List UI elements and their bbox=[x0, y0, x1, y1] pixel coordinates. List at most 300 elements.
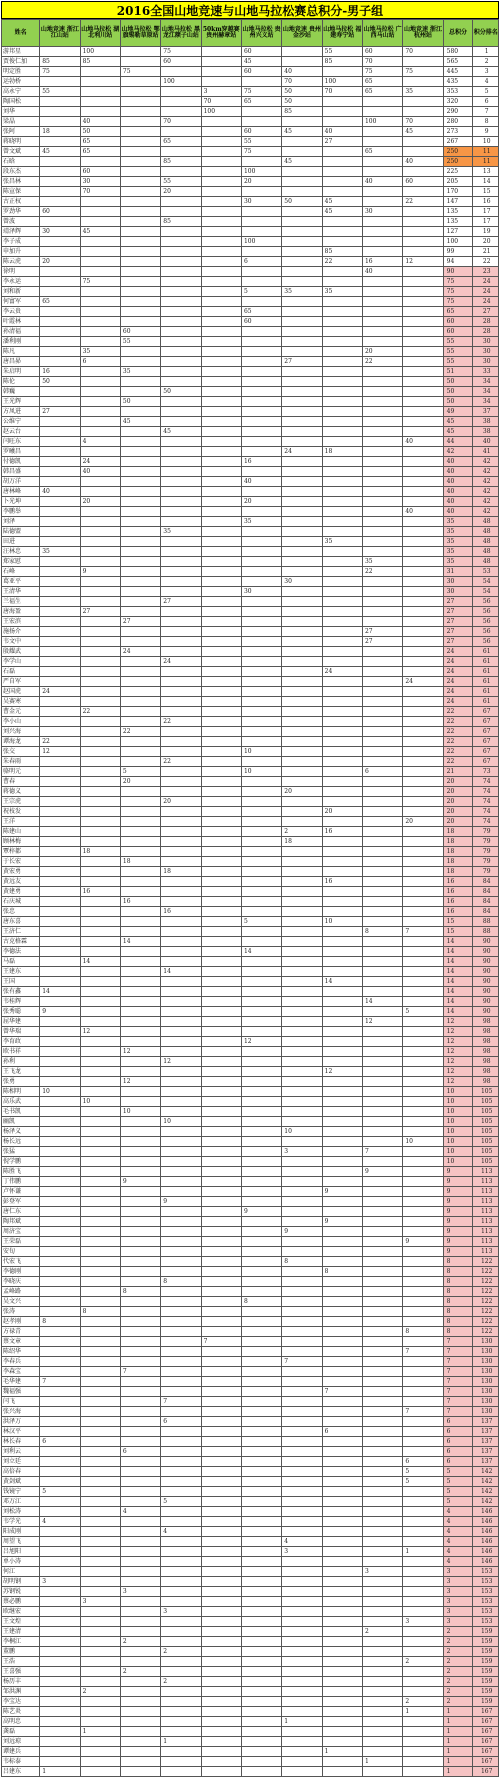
stage-score bbox=[201, 957, 241, 967]
table-row bbox=[2, 917, 499, 927]
stage-score bbox=[282, 1017, 322, 1027]
rank: 130 bbox=[473, 1407, 499, 1417]
stage-score bbox=[362, 1227, 402, 1237]
total-score: 8 bbox=[443, 1287, 473, 1297]
stage-score bbox=[241, 1517, 281, 1527]
stage-score: 50 bbox=[120, 397, 160, 407]
stage-score bbox=[403, 187, 443, 197]
stage-score bbox=[40, 327, 80, 337]
stage-score bbox=[282, 237, 322, 247]
total-score: 50 bbox=[443, 387, 473, 397]
stage-score bbox=[201, 337, 241, 347]
stage-score bbox=[282, 397, 322, 407]
stage-score: 7 bbox=[282, 1357, 322, 1367]
rank: 122 bbox=[473, 1297, 499, 1307]
rank: 146 bbox=[473, 1507, 499, 1517]
stage-score bbox=[282, 567, 322, 577]
athlete-name: 安旬 bbox=[2, 1247, 40, 1257]
stage-score bbox=[40, 727, 80, 737]
stage-score bbox=[282, 797, 322, 807]
stage-score bbox=[362, 1367, 402, 1377]
stage-score bbox=[282, 1117, 322, 1127]
stage-score bbox=[80, 777, 120, 787]
rank: 7 bbox=[473, 107, 499, 117]
stage-score: 100 bbox=[80, 47, 120, 57]
stage-score bbox=[282, 1587, 322, 1597]
stage-score bbox=[80, 1037, 120, 1047]
stage-score bbox=[161, 237, 201, 247]
stage-score bbox=[80, 1017, 120, 1027]
stage-score: 1 bbox=[161, 1737, 201, 1747]
stage-score: 16 bbox=[80, 887, 120, 897]
athlete-name: 陈胜飞 bbox=[2, 1167, 40, 1177]
stage-score bbox=[201, 1327, 241, 1337]
athlete-name: 闫旺东 bbox=[2, 437, 40, 447]
stage-score: 5 bbox=[403, 1467, 443, 1477]
stage-score bbox=[322, 217, 362, 227]
table-row bbox=[2, 1427, 499, 1437]
athlete-name: 董鹏 bbox=[2, 1647, 40, 1657]
stage-score bbox=[403, 1017, 443, 1027]
athlete-name: 杨泽义 bbox=[2, 1127, 40, 1137]
stage-score bbox=[362, 1587, 402, 1597]
stage-score bbox=[403, 867, 443, 877]
stage-score bbox=[161, 487, 201, 497]
total-score: 8 bbox=[443, 1327, 473, 1337]
stage-score bbox=[322, 1707, 362, 1717]
stage-score bbox=[403, 167, 443, 177]
stage-score bbox=[161, 1107, 201, 1117]
stage-score bbox=[80, 367, 120, 377]
stage-score bbox=[161, 1357, 201, 1367]
stage-score bbox=[282, 297, 322, 307]
stage-score bbox=[161, 1437, 201, 1447]
table-row bbox=[2, 1057, 499, 1067]
stage-score bbox=[362, 1507, 402, 1517]
stage-score bbox=[120, 1427, 160, 1437]
stage-score bbox=[201, 587, 241, 597]
stage-score bbox=[403, 857, 443, 867]
total-score: 147 bbox=[443, 197, 473, 207]
stage-score: 7 bbox=[403, 1347, 443, 1357]
stage-score bbox=[80, 1457, 120, 1467]
stage-score bbox=[362, 1697, 402, 1707]
stage-score bbox=[120, 1237, 160, 1247]
stage-score bbox=[201, 487, 241, 497]
stage-score bbox=[40, 97, 80, 107]
stage-score bbox=[362, 527, 402, 537]
stage-score bbox=[403, 347, 443, 357]
table-row bbox=[2, 1217, 499, 1227]
stage-score bbox=[362, 247, 402, 257]
athlete-name: 刘泽 bbox=[2, 517, 40, 527]
stage-score bbox=[322, 817, 362, 827]
stage-score bbox=[40, 1497, 80, 1507]
athlete-name: 顾林梅 bbox=[2, 837, 40, 847]
stage-score bbox=[80, 1327, 120, 1337]
stage-score bbox=[40, 277, 80, 287]
stage-score bbox=[241, 1557, 281, 1567]
stage-score bbox=[40, 467, 80, 477]
athlete-name: 刘立廷 bbox=[2, 1457, 40, 1467]
rank: 28 bbox=[473, 327, 499, 337]
stage-score bbox=[403, 1127, 443, 1137]
total-score: 280 bbox=[443, 117, 473, 127]
stage-score bbox=[282, 1407, 322, 1417]
rank: 90 bbox=[473, 937, 499, 947]
stage-score bbox=[161, 1157, 201, 1167]
stage-score bbox=[241, 707, 281, 717]
stage-score bbox=[201, 1147, 241, 1157]
table-row bbox=[2, 1507, 499, 1517]
stage-score bbox=[403, 1487, 443, 1497]
athlete-name: 李子成 bbox=[2, 237, 40, 247]
stage-score bbox=[161, 1077, 201, 1087]
total-score: 12 bbox=[443, 1077, 473, 1087]
rank: 23 bbox=[473, 267, 499, 277]
stage-score bbox=[80, 1217, 120, 1227]
stage-score bbox=[403, 537, 443, 547]
table-row bbox=[2, 1247, 499, 1257]
rank: 137 bbox=[473, 1427, 499, 1437]
stage-score: 22 bbox=[120, 727, 160, 737]
stage-score: 35 bbox=[80, 347, 120, 357]
stage-score: 9 bbox=[322, 1187, 362, 1197]
stage-score bbox=[120, 287, 160, 297]
stage-score bbox=[282, 897, 322, 907]
stage-score bbox=[201, 1267, 241, 1277]
stage-score bbox=[40, 507, 80, 517]
stage-score bbox=[241, 367, 281, 377]
athlete-name: 曹金元 bbox=[2, 707, 40, 717]
stage-score bbox=[120, 1697, 160, 1707]
stage-score bbox=[282, 977, 322, 987]
stage-score bbox=[40, 867, 80, 877]
stage-score bbox=[161, 847, 201, 857]
athlete-name: 幽凯 bbox=[2, 1117, 40, 1127]
stage-score: 24 bbox=[161, 657, 201, 667]
stage-score bbox=[161, 317, 201, 327]
stage-score bbox=[282, 1247, 322, 1257]
stage-score bbox=[322, 1447, 362, 1457]
athlete-name: 龚磊 bbox=[2, 1727, 40, 1737]
stage-score bbox=[161, 207, 201, 217]
stage-score bbox=[40, 1217, 80, 1227]
rank: 22 bbox=[473, 257, 499, 267]
athlete-name: 闫飞 bbox=[2, 1397, 40, 1407]
rank: 74 bbox=[473, 777, 499, 787]
rank: 48 bbox=[473, 547, 499, 557]
stage-score: 12 bbox=[161, 1057, 201, 1067]
rank: 90 bbox=[473, 977, 499, 987]
stage-score bbox=[322, 1417, 362, 1427]
table-row bbox=[2, 1707, 499, 1717]
stage-score bbox=[80, 1057, 120, 1067]
athlete-name: 方禄青 bbox=[2, 1327, 40, 1337]
table-row bbox=[2, 1207, 499, 1217]
stage-score bbox=[201, 1647, 241, 1657]
stage-score: 27 bbox=[322, 137, 362, 147]
stage-score bbox=[201, 1747, 241, 1757]
stage-score bbox=[40, 517, 80, 527]
rank: 146 bbox=[473, 1537, 499, 1547]
stage-score: 85 bbox=[322, 247, 362, 257]
stage-score bbox=[282, 747, 322, 757]
stage-score bbox=[120, 737, 160, 747]
total-score: 40 bbox=[443, 487, 473, 497]
rank: 88 bbox=[473, 927, 499, 937]
table-row bbox=[2, 387, 499, 397]
stage-score bbox=[403, 57, 443, 67]
stage-score: 6 bbox=[120, 1447, 160, 1457]
rank: 67 bbox=[473, 717, 499, 727]
stage-score: 1 bbox=[322, 1747, 362, 1757]
stage-score bbox=[241, 1307, 281, 1317]
rank: 130 bbox=[473, 1367, 499, 1377]
rank: 167 bbox=[473, 1747, 499, 1757]
stage-score: 100 bbox=[362, 117, 402, 127]
stage-score bbox=[282, 1517, 322, 1527]
stage-score bbox=[40, 707, 80, 717]
stage-score bbox=[362, 327, 402, 337]
stage-score bbox=[322, 887, 362, 897]
stage-score bbox=[362, 1157, 402, 1167]
total-score: 14 bbox=[443, 957, 473, 967]
rank: 42 bbox=[473, 487, 499, 497]
stage-score bbox=[282, 1567, 322, 1577]
stage-score bbox=[201, 1357, 241, 1367]
stage-score bbox=[40, 977, 80, 987]
stage-score bbox=[201, 847, 241, 857]
stage-score bbox=[282, 1417, 322, 1427]
table-row bbox=[2, 667, 499, 677]
stage-score bbox=[201, 817, 241, 827]
stage-score bbox=[282, 1167, 322, 1177]
stage-score bbox=[241, 1237, 281, 1247]
stage-score bbox=[40, 1687, 80, 1697]
stage-score: 4 bbox=[282, 1537, 322, 1547]
stage-score bbox=[241, 907, 281, 917]
table-row bbox=[2, 447, 499, 457]
athlete-name: 罗曦昌 bbox=[2, 447, 40, 457]
rank: 105 bbox=[473, 1097, 499, 1107]
stage-score bbox=[241, 717, 281, 727]
stage-score bbox=[322, 1377, 362, 1387]
stage-score bbox=[241, 977, 281, 987]
stage-score bbox=[282, 1477, 322, 1487]
rank: 122 bbox=[473, 1317, 499, 1327]
stage-score bbox=[120, 847, 160, 857]
stage-score bbox=[201, 1067, 241, 1077]
stage-score bbox=[40, 877, 80, 887]
stage-score bbox=[120, 317, 160, 327]
stage-score bbox=[282, 1557, 322, 1567]
stage-score bbox=[161, 887, 201, 897]
stage-score bbox=[362, 317, 402, 327]
stage-score bbox=[161, 1727, 201, 1737]
table-row bbox=[2, 1747, 499, 1757]
stage-score bbox=[40, 817, 80, 827]
stage-score bbox=[403, 1647, 443, 1657]
rank: 113 bbox=[473, 1177, 499, 1187]
stage-score bbox=[161, 1027, 201, 1037]
stage-score bbox=[403, 427, 443, 437]
stage-score bbox=[241, 1217, 281, 1227]
stage-score bbox=[161, 997, 201, 1007]
stage-score bbox=[161, 1167, 201, 1177]
table-row bbox=[2, 47, 499, 57]
stage-score bbox=[322, 1527, 362, 1537]
stage-score bbox=[362, 287, 402, 297]
stage-score bbox=[322, 1547, 362, 1557]
athlete-name: 张猛 bbox=[2, 1147, 40, 1157]
stage-score: 16 bbox=[362, 257, 402, 267]
stage-score bbox=[40, 1707, 80, 1717]
total-score: 135 bbox=[443, 207, 473, 217]
stage-score bbox=[282, 137, 322, 147]
stage-score bbox=[201, 987, 241, 997]
stage-score bbox=[120, 637, 160, 647]
stage-score bbox=[161, 1707, 201, 1717]
stage-score bbox=[362, 477, 402, 487]
stage-score bbox=[322, 237, 362, 247]
athlete-name: 张阿 bbox=[2, 127, 40, 137]
stage-score bbox=[120, 607, 160, 617]
stage-score bbox=[80, 87, 120, 97]
stage-score bbox=[120, 1137, 160, 1147]
stage-score bbox=[80, 1047, 120, 1057]
total-score: 250 bbox=[443, 147, 473, 157]
stage-score bbox=[120, 627, 160, 637]
stage-score bbox=[403, 1027, 443, 1037]
stage-score: 27 bbox=[161, 597, 201, 607]
rank: 122 bbox=[473, 1307, 499, 1317]
stage-score bbox=[40, 637, 80, 647]
athlete-name: 于长宏 bbox=[2, 857, 40, 867]
rank: 105 bbox=[473, 1137, 499, 1147]
stage-score bbox=[322, 387, 362, 397]
stage-score bbox=[201, 1697, 241, 1707]
stage-score bbox=[161, 327, 201, 337]
stage-score: 7 bbox=[403, 927, 443, 937]
table-row bbox=[2, 577, 499, 587]
athlete-name: 石庆城 bbox=[2, 897, 40, 907]
stage-score bbox=[282, 457, 322, 467]
header-stage-7: 山地竞速 贵州金沙站 bbox=[282, 20, 322, 47]
rank: 14 bbox=[473, 177, 499, 187]
rank: 122 bbox=[473, 1257, 499, 1267]
total-score: 35 bbox=[443, 517, 473, 527]
stage-score bbox=[362, 1677, 402, 1687]
stage-score bbox=[161, 1477, 201, 1487]
athlete-name: 张交 bbox=[2, 747, 40, 757]
total-score: 320 bbox=[443, 97, 473, 107]
rank: 90 bbox=[473, 997, 499, 1007]
header-total: 总积分 bbox=[443, 20, 473, 47]
table-row bbox=[2, 807, 499, 817]
stage-score: 10 bbox=[403, 1137, 443, 1147]
stage-score bbox=[201, 1537, 241, 1547]
stage-score bbox=[322, 1327, 362, 1337]
stage-score: 85 bbox=[282, 107, 322, 117]
stage-score: 10 bbox=[120, 1107, 160, 1117]
stage-score bbox=[362, 797, 402, 807]
stage-score bbox=[80, 267, 120, 277]
stage-score bbox=[201, 1547, 241, 1557]
stage-score bbox=[282, 437, 322, 447]
stage-score bbox=[322, 1277, 362, 1287]
stage-score bbox=[241, 1107, 281, 1117]
stage-score: 100 bbox=[201, 107, 241, 117]
total-score: 5 bbox=[443, 1487, 473, 1497]
stage-score bbox=[282, 1647, 322, 1657]
stage-score bbox=[80, 767, 120, 777]
stage-score: 2 bbox=[282, 827, 322, 837]
stage-score bbox=[80, 427, 120, 437]
rank: 42 bbox=[473, 477, 499, 487]
stage-score bbox=[201, 427, 241, 437]
stage-score bbox=[161, 1227, 201, 1237]
stage-score bbox=[322, 1017, 362, 1027]
table-row bbox=[2, 197, 499, 207]
stage-score bbox=[282, 1047, 322, 1057]
table-row bbox=[2, 247, 499, 257]
stage-score bbox=[322, 967, 362, 977]
athlete-name: 罗劲华 bbox=[2, 207, 40, 217]
stage-score bbox=[403, 827, 443, 837]
stage-score bbox=[161, 587, 201, 597]
total-score: 580 bbox=[443, 47, 473, 57]
rank: 53 bbox=[473, 567, 499, 577]
stage-score: 70 bbox=[322, 87, 362, 97]
stage-score bbox=[282, 47, 322, 57]
stage-score bbox=[120, 827, 160, 837]
total-score: 94 bbox=[443, 257, 473, 267]
stage-score bbox=[40, 317, 80, 327]
stage-score bbox=[40, 1037, 80, 1047]
stage-score bbox=[282, 1617, 322, 1627]
stage-score: 2 bbox=[161, 1647, 201, 1657]
athlete-name: 覃梓都 bbox=[2, 847, 40, 857]
rank: 24 bbox=[473, 277, 499, 287]
stage-score bbox=[282, 817, 322, 827]
table-row bbox=[2, 1457, 499, 1467]
total-score: 21 bbox=[443, 767, 473, 777]
stage-score: 45 bbox=[282, 157, 322, 167]
stage-score bbox=[403, 1447, 443, 1457]
athlete-name: 蔡文章 bbox=[2, 1337, 40, 1347]
stage-score: 40 bbox=[403, 507, 443, 517]
table-row bbox=[2, 927, 499, 937]
stage-score bbox=[322, 427, 362, 437]
stage-score bbox=[282, 1427, 322, 1437]
stage-score bbox=[80, 977, 120, 987]
stage-score bbox=[201, 1517, 241, 1527]
stage-score bbox=[161, 1717, 201, 1727]
stage-score bbox=[40, 197, 80, 207]
total-score: 5 bbox=[443, 1497, 473, 1507]
rank: 8 bbox=[473, 117, 499, 127]
stage-score bbox=[161, 1747, 201, 1757]
stage-score bbox=[40, 887, 80, 897]
rank: 90 bbox=[473, 947, 499, 957]
stage-score bbox=[322, 307, 362, 317]
athlete-name: 古克格霖 bbox=[2, 937, 40, 947]
stage-score: 3 bbox=[161, 1607, 201, 1617]
stage-score bbox=[161, 257, 201, 267]
stage-score bbox=[80, 1677, 120, 1687]
stage-score bbox=[201, 1087, 241, 1097]
